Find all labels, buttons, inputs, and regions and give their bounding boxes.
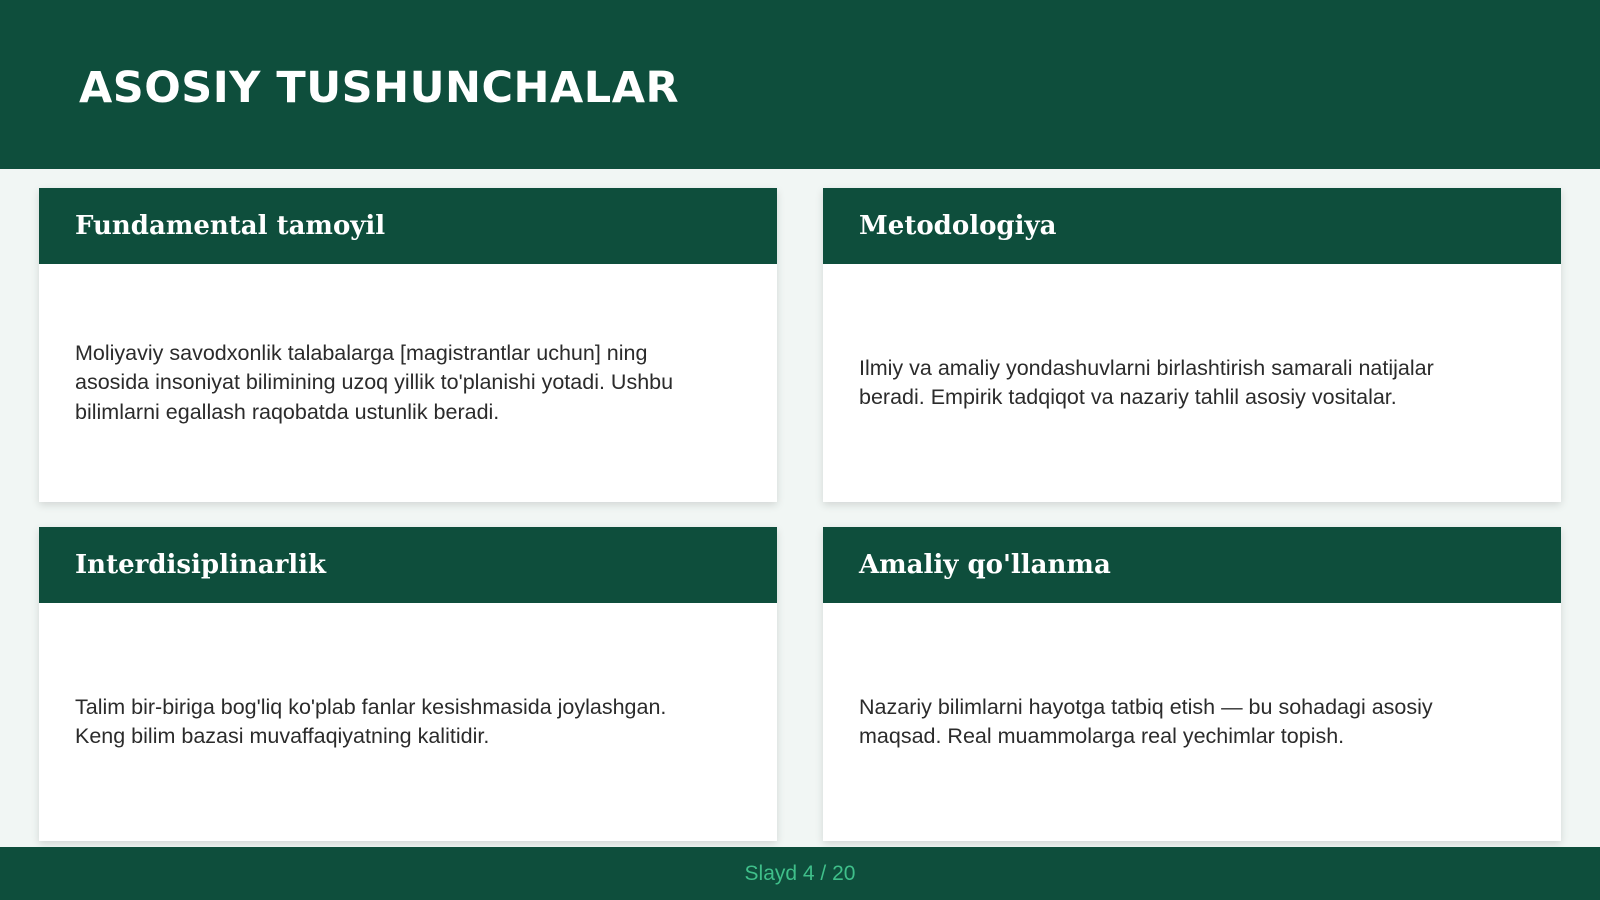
card-text: Moliyaviy savodxonlik talabalarga [magistrantlar uchun] ning asosida insoniyat bilimining uzoq yillik to'planishi yotadi. Ushbu bilimlarni egallash raqobatda ustunlik beradi. [75, 340, 674, 424]
card-header [39, 188, 777, 264]
card-header [39, 527, 777, 603]
card-title: Metodologiya [859, 211, 1057, 241]
card-methodology [823, 188, 1561, 502]
slide-title: ASOSIY TUSHUNCHALAR [79, 63, 680, 113]
card-body [75, 603, 717, 841]
slide-header [0, 0, 1600, 169]
card-header [823, 188, 1561, 264]
card-body [75, 264, 717, 502]
card-text: Talim bir-biriga bog'liq ko'plab fanlar kesishmasida joylashgan. Keng bilim bazasi muvaffaqiyatning kalitidir. [75, 694, 667, 748]
card-title: Fundamental tamoyil [75, 211, 386, 241]
card-practical-application [823, 527, 1561, 841]
card-header [823, 527, 1561, 603]
slide-counter: Slayd 4 / 20 [744, 861, 856, 885]
card-body [859, 603, 1501, 841]
card-interdisciplinarity [39, 527, 777, 841]
slide-footer [0, 847, 1600, 900]
card-text: Ilmiy va amaliy yondashuvlarni birlashtirish samarali natijalar beradi. Empirik tadqiqot va nazariy tahlil asosiy vositalar. [859, 355, 1434, 409]
card-title: Interdisiplinarlik [75, 550, 327, 580]
card-fundamental-principle [39, 188, 777, 502]
card-body [859, 264, 1501, 502]
card-title: Amaliy qo'llanma [859, 550, 1111, 580]
card-text: Nazariy bilimlarni hayotga tatbiq etish — bu sohadagi asosiy maqsad. Real muammolarga real yechimlar topish. [859, 694, 1433, 748]
